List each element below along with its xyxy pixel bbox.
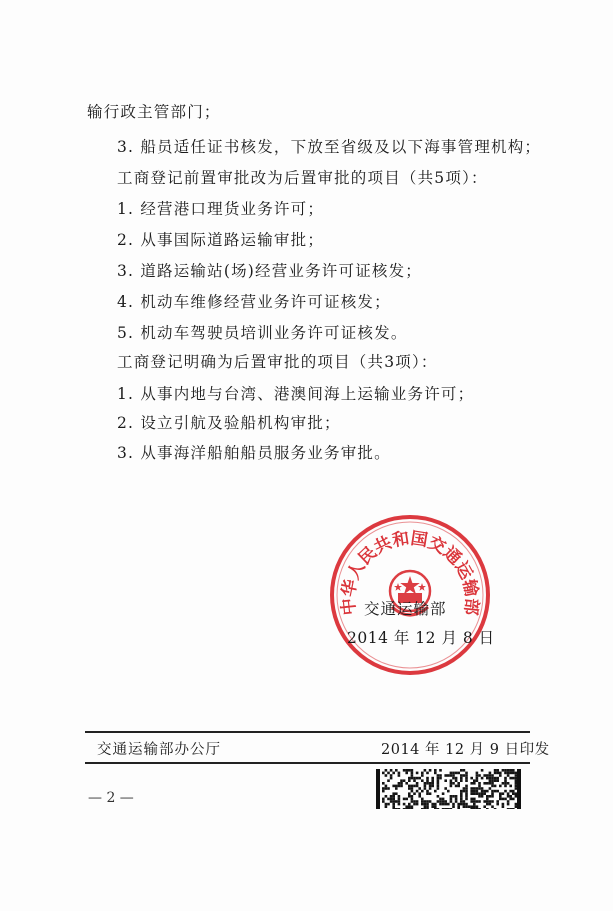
list-item: 3. 道路运输站(场)经营业务许可证核发； xyxy=(117,262,423,280)
barcode-icon xyxy=(376,769,521,809)
list-item: 1. 经营港口理货业务许可； xyxy=(117,200,325,218)
signing-date: 2014 年 12 月 8 日 xyxy=(347,629,495,647)
section-heading-prior-to-post: 工商登记前置审批改为后置审批的项目（共5项）： xyxy=(117,169,488,187)
list-item: 1. 从事内地与台湾、港澳间海上运输业务许可； xyxy=(117,385,475,403)
section-heading-post-approval: 工商登记明确为后置审批的项目（共3项）： xyxy=(117,353,438,371)
list-item: 5. 机动车驾驶员培训业务许可证核发。 xyxy=(117,324,408,342)
issue-date: 2014 年 12 月 9 日印发 xyxy=(381,742,550,758)
svg-text:中华人民共和国交通运输部: 中华人民共和国交通运输部 xyxy=(338,528,482,617)
list-item: 4. 机动车维修经营业务许可证核发； xyxy=(117,293,391,311)
list-item: 3. 从事海洋船舶船员服务业务审批。 xyxy=(117,444,391,462)
body-line-2: 3. 船员适任证书核发，下放至省级及以下海事管理机构； xyxy=(117,138,542,156)
list-item: 2. 设立引航及验船机构审批； xyxy=(117,414,341,432)
issuer: 交通运输部办公厅 xyxy=(97,742,221,758)
list-item: 2. 从事国际道路运输审批； xyxy=(117,231,325,249)
page-number: — 2 — xyxy=(88,790,134,806)
divider xyxy=(85,731,530,733)
signing-organization: 交通运输部 xyxy=(364,600,447,618)
divider xyxy=(85,762,530,764)
body-line-1: 输行政主管部门； xyxy=(87,103,221,121)
official-seal xyxy=(328,513,492,677)
